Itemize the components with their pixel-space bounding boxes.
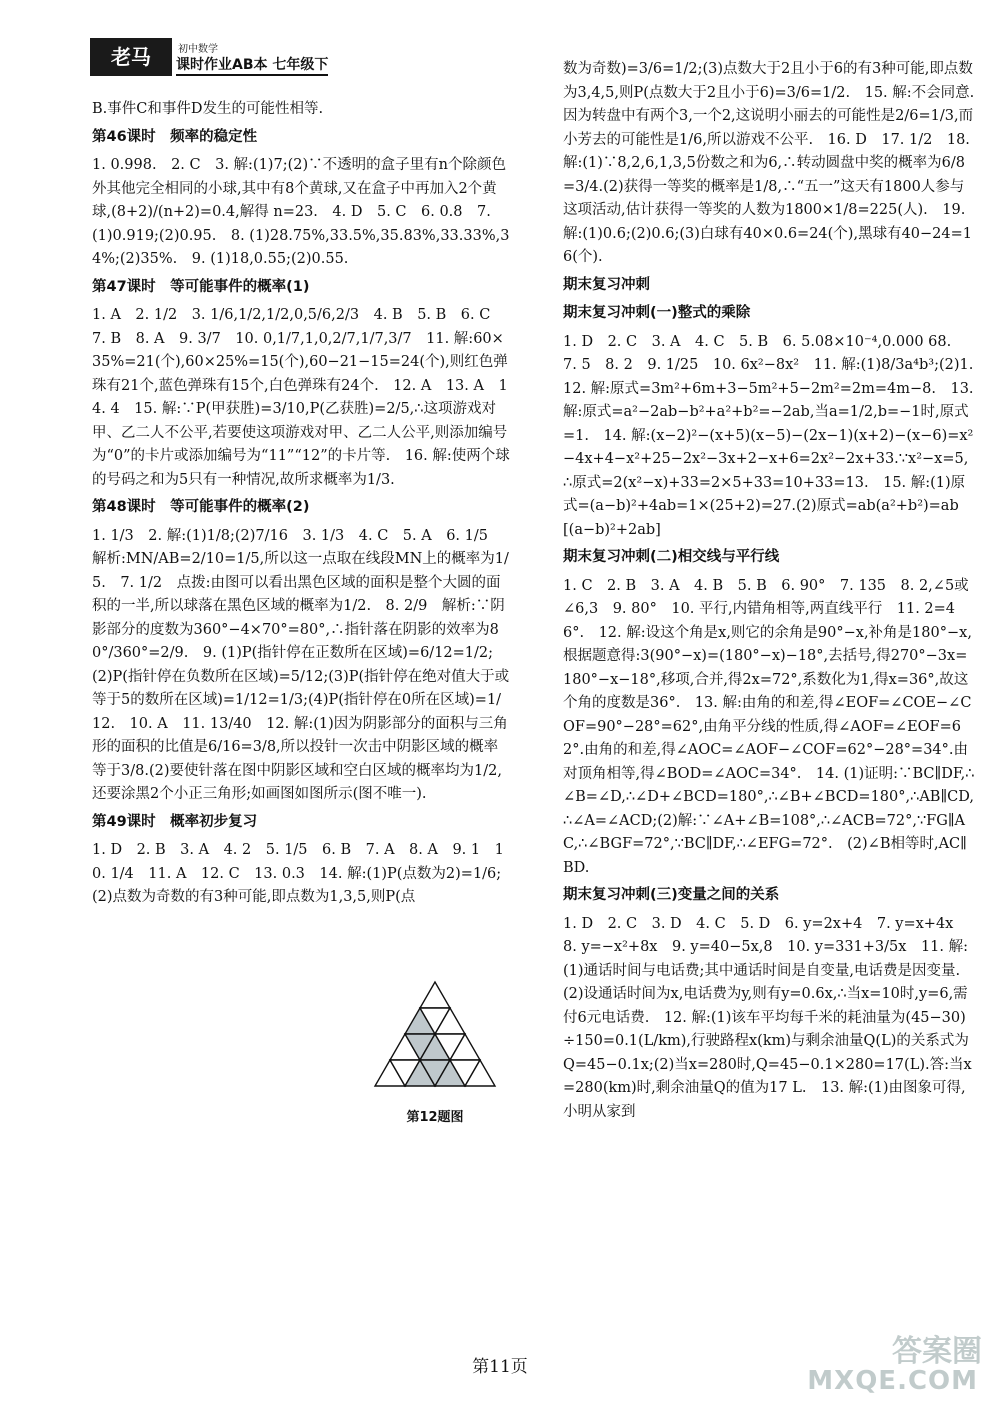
answer-paragraph: 1. D 2. C 3. D 4. C 5. D 6. y=2x+4 7. y=x+4x 8. y=−x²+8x 9. y=40−5x,8 10. y=331+3/5x 11. 解:(1)通话时间与电话费;其中通话时间是自变量,电话费是因变量.(2)设通话时间为x,电话费为y,则有y=0.6x,∴当x=10时,y=6,需付6元电话费. 12. 解:(1)该车平均每千米的耗油量为(45−30)÷150=0.1(L/km),行驶路程x(km)与剩余油量Q(L)的关系式为Q=45−0.1x;(2)当x=280时,Q=45−0.1×280=17(L).答:当x=280(km)时,剩余油量Q的值为17 L. 13. 解:(1)由图象可得,小明从家到 xyxy=(563,915,972,1120)
book-header xyxy=(90,38,350,78)
right-column xyxy=(563,58,988,1128)
watermark-url: MXQE.COM xyxy=(807,1366,978,1396)
answer-paragraph: B.事件C和事件D发生的可能性相等. xyxy=(92,101,324,117)
triangle-grid-diagram xyxy=(373,972,497,1096)
section-heading: 第48课时 等可能事件的概率(2) xyxy=(92,499,310,515)
left-column xyxy=(92,98,510,914)
brand-logo: 老马 xyxy=(90,38,172,76)
answer-paragraph: 1. D 2. B 3. A 4. 2 5. 1/5 6. B 7. A 8. A 9. 1 10. 1/4 11. A 12. C 13. 0.3 14. 解:(1)P(点数为2)=1/6;(2)点数为奇数的有3种可能,即点数为1,3,5,则P(点 xyxy=(92,842,504,905)
series-label: 初中数学 xyxy=(178,44,218,55)
figure-caption: 第12题图 xyxy=(406,1110,464,1125)
small-triangle xyxy=(420,982,450,1008)
triangle-figure xyxy=(373,972,497,1125)
answer-paragraph: 1. 1/3 2. 解:(1)1/8;(2)7/16 3. 1/3 4. C 5. A 6. 1/5 解析:MN/AB=2/10=1/5,所以这一点取在线段MN上的概率为1/5. 7. 1/2 点拨:由图可以看出黑色区域的面积是整个大圆的面积的一半,所以球落在黑色区域的概率为1/2. 8. 2/9 解析:∵阴影部分的度数为360°−4×70°=80°,∴指针落在阴影的效率为80°/360°=2/9. 9. (1)P(指针停在正数所在区域)=6/12=1/2;(2)P(指针停在负数所在区域)=5/12;(3)P(指针停在绝对值大于或等于5的数所在区域)=1/12=1/3;(4)P(指针停在0所在区域)=1/12. 10. A 11. 13/40 12. 解:(1)因为阴影部分的面积与三角形的面积的比值是6/16=3/8,所以投针一次击中阴影区域的概率等于3/8.(2)要使针落在图中阴影区域和空白区域的概率均为1/2,还要涂黑2个小正三角形;如画图如图所示(图不唯一). xyxy=(92,527,510,802)
answer-paragraph: 1. C 2. B 3. A 4. B 5. B 6. 90° 7. 135 8. 2,∠5或∠6,3 9. 80° 10. 平行,内错角相等,两直线平行 11. 2=46°. 12. 解:设这个角是x,则它的余角是90°−x,补角是180°−x,根据题意得:3(90°−x)=(180°−x)−18°,去括号,得270°−3x=180°−x−18°,移项,合并,得2x=72°,系数化为1,得x=36°,故这个角的度数是36°. 13. 解:由角的和差,得∠EOF=∠COE−∠COF=90°−28°=62°,由角平分线的性质,得∠AOF=∠EOF=62°.由角的和差,得∠AOC=∠AOF−∠COF=62°−28°=34°.由对顶角相等,得∠BOD=∠AOC=34°. 14. (1)证明:∵BC∥DF,∴∠B=∠D,∴∠D+∠BCD=180°,∴∠B+∠BCD=180°,∴AB∥CD,∴∠A=∠ACD;(2)解:∵∠A+∠B=108°,∴∠ACB=72°,∵FG∥AC,∴∠BGF=72°,∵BC∥DF,∴∠EFG=72°. (2)∠B相等时,AC∥BD. xyxy=(563,577,975,876)
section-heading: 期末复习冲刺 xyxy=(563,276,650,293)
page-number: 第11页 xyxy=(472,1357,528,1377)
section-heading: 第47课时 等可能事件的概率(1) xyxy=(92,278,310,295)
watermark-logo: 答案圈 xyxy=(892,1334,982,1369)
section-heading: 期末复习冲刺(一)整式的乘除 xyxy=(563,305,751,321)
answer-paragraph: 1. D 2. C 3. A 4. C 5. B 6. 5.08×10⁻⁴,0.000 68. 7. 5 8. 2 9. 1/25 10. 6x²−8x² 11. 解:(1)8/3a⁴b³;(2)1. 12. 解:原式=3m²+6m+3−5m²+5−2m²=2m=4m−8. 13. 解:原式=a²−2ab−b²+a²+b²=−2ab,当a=1/2,b=−1时,原式=1. 14. 解:(x−2)²−(x+5)(x−5)−(2x−1)(x+2)−(x−6)=x²−4x+4−x²+25−2x²−3x+2−x+6=2x²−2x+33.∵x²−x=5,∴原式=2(x²−x)+33=2×5+33=10+33=13. 15. 解:(1)原式=(a−b)²+4ab=1×(25+2)=27.(2)原式=ab(a²+b²)=ab[(a−b)²+2ab] xyxy=(563,333,988,538)
book-title: 课时作业AB本 七年级下 xyxy=(176,54,328,76)
section-heading: 期末复习冲刺(三)变量之间的关系 xyxy=(563,887,780,903)
answer-paragraph: 数为奇数)=3/6=1/2;(3)点数大于2且小于6的有3种可能,即点数为3,4,5,则P(点数大于2且小于6)=3/6=1/2. 15. 解:不会同意.因为转盘中有两个3,一个2,这说明小丽去的可能性是2/6=1/3,而小芳去的可能性是1/6,所以游戏不公平. 16. D 17. 1/2 18. 解:(1)∵8,2,6,1,3,5份数之和为6,∴转动圆盘中奖的概率为6/8=3/4.(2)获得一等奖的概率是1/8,∴“五一”这天有1800人参与这项活动,估计获得一等奖的人数为1800×1/8=225(人). 19. 解:(1)0.6;(2)0.6;(3)白球有40×0.6=24(个),黑球有40−24=16(个). xyxy=(563,61,975,265)
answer-paragraph: 1. 0.998. 2. C 3. 解:(1)7;(2)∵不透明的盒子里有n个除颜色外其他完全相同的小球,其中有8个黄球,又在盒子中再加入2个黄球,(8+2)/(n+2)=0.4,解得 n=23. 4. D 5. C 6. 0.8 7. (1)0.919;(2)0.95. 8. (1)28.75%,33.5%,35.83%,33.33%,34%;(2)35%. 9. (1)18,0.55;(2)0.55. xyxy=(92,157,510,267)
section-heading: 第46课时 频率的稳定性 xyxy=(92,128,258,145)
answer-paragraph: 1. A 2. 1/2 3. 1/6,1/2,1/2,0,5/6,2/3 4. B 5. B 6. C 7. B 8. A 9. 3/7 10. 0,1/7,1,0,2/7,1/7,3/7 11. 解:60×35%=21(个),60×25%=15(个),60−21−15=24(个),则红色弹珠有21个,蓝色弹珠有15个,白色弹珠有24个. 12. A 13. A 14. 4 15. 解:∵P(甲获胜)=3/10,P(乙获胜)=2/5,∴这项游戏对甲、乙二人不公平,若要使这项游戏对甲、乙二人公平,则添加编号为“0”的卡片或添加编号为“11”“12”的卡片等. 16. 解:使两个球的号码之和为5只有一种情况,故所求概率为1/3. xyxy=(92,307,510,488)
section-heading: 第49课时 概率初步复习 xyxy=(92,813,258,830)
section-heading: 期末复习冲刺(二)相交线与平行线 xyxy=(563,549,780,565)
